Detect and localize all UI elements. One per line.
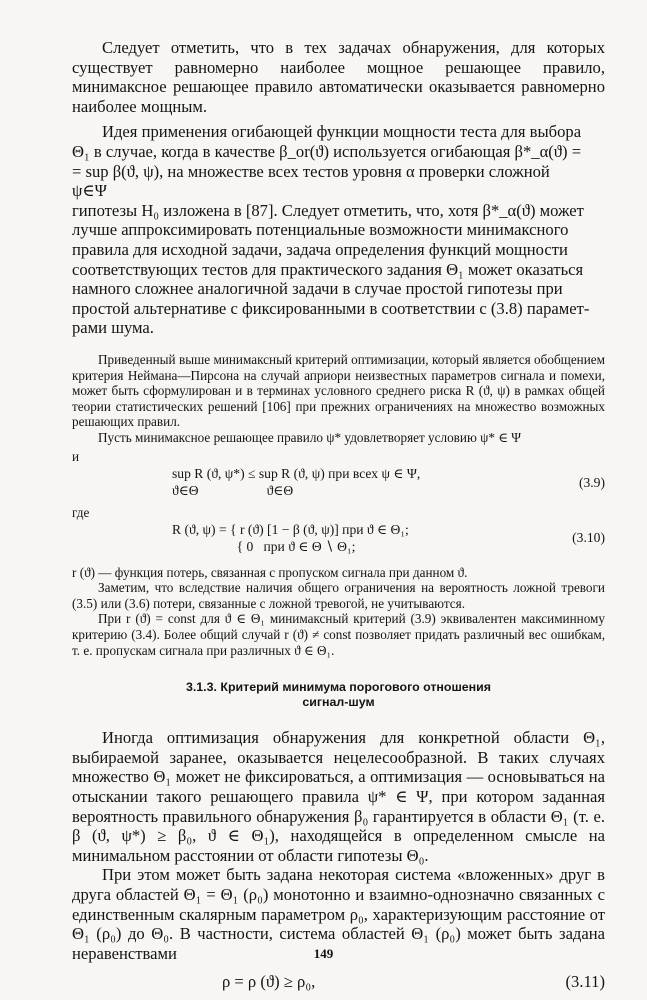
section-heading: 3.1.3. Критерий минимума порогового отношения сигнал-шум: [185, 680, 492, 710]
equation-3-10-body: R (ϑ, ψ) = { r (ϑ) [1 − β (ϑ, ψ)] при ϑ ∈ Θ₁; { 0 при ϑ ∈ Θ ∖ Θ₁;: [172, 521, 409, 554]
equation-3-10: [72, 521, 605, 555]
equation-3-11-number: (3.11): [565, 972, 605, 992]
small-paragraph-5: При r (ϑ) = const для ϑ ∈ Θ₁ минимаксный критерий (3.9) эквивалентен максиминному критерию (3.4). Более общий случай r (ϑ) ≠ const позволяет придать различный вес ошибкам, т. е. пропускам сигнала при различных ϑ ∈ Θ₁.: [72, 611, 605, 658]
small-paragraph-2: Пусть минимаксное решающее правило ψ* удовлетворяет условию ψ* ∈ Ψ: [98, 429, 522, 445]
equation-3-11: [72, 973, 605, 990]
paragraph-1: Следует отметить, что в тех задачах обнаружения, для которых существует равномерно наиболее мощное решающее правило, минимаксное решающее правило автоматически оказывается равномерно наиболее мощным.: [72, 38, 605, 116]
word-where: где: [72, 505, 90, 521]
equation-3-10-number: (3.10): [572, 530, 605, 546]
small-paragraph-3: r (ϑ) — функция потерь, связанная с пропуском сигнала при данном ϑ.: [72, 564, 468, 580]
paragraph-3: Иногда оптимизация обнаружения для конкретной области Θ₁, выбираемой заранее, оказывается нецелесообразной. В таких случаях множество Θ₁ может не фиксироваться, а оптимизация — основываться на отыскании такого решающего правила ψ* ∈ Ψ, при котором заданная вероятность правильного обнаружения β₀ гарантируется в области Θ₁ (т. е. β (ϑ, ψ*) ≥ β₀, ϑ ∈ Θ₁), находящейся в определенном смысле на минимальном расстоянии от области гипотезы Θ₀.: [72, 728, 605, 865]
paragraph-4: При этом может быть задана некоторая система «вложенных» друг в друга областей Θ₁ = Θ₁ (ρ₀) монотонно и взаимно-однозначно связанных с единственным скалярным параметром ρ₀, характеризующим расстояние от Θ₁ (ρ₀) до Θ₀. В частности, система областей Θ₁ (ρ₀) может быть задана неравенствами: [72, 865, 605, 963]
equation-3-9: [72, 465, 605, 499]
word-and: и: [72, 449, 80, 465]
small-paragraph-1: Приведенный выше минимаксный критерий оптимизации, который является обобщением критерия Неймана—Пирсона на случай априори неизвестных параметров сигнала и помехи, может быть сформулирован и в терминах условного среднего риска R (ϑ, ψ) в рамках общей теории статистических решений [106] при прежних ограничениях на множество возможных решающих правил.: [72, 351, 605, 430]
small-paragraph-4: Заметим, что вследствие наличия общего ограничения на вероятность ложной тревоги (3.5) или (3.6) потери, связанные с ложной тревогой, не учитываются.: [72, 580, 605, 611]
equation-3-11-body: ρ = ρ (ϑ) ≥ ρ₀,: [222, 972, 316, 992]
paragraph-2: Идея применения огибающей функции мощности теста для выбора Θ₁ в случае, когда в качестве β_or(ϑ) используется огибающая β*_α(ϑ) = = sup β(ϑ, ψ), на множестве всех тестов уровня α проверки сложной ψ∈Ψ гипотезы H₀ изложена в [87]. Следует отметить, что, хотя β*_α(ϑ) может лучше аппроксимировать потенциальные возможности минимаксного правила для исходной задачи, задача определения функций мощности соответствующих тестов для практического задания Θ₁ может оказаться намного сложнее аналогичной задачи в случае простой гипотезы при простой альтернативе с фиксированными в соответствии с (3.8) парамет- рами шума.: [72, 122, 590, 338]
equation-3-9-body: sup R (ϑ, ψ*) ≤ sup R (ϑ, ψ) при всех ψ ∈ Ψ, ϑ∈Θ ϑ∈Θ: [172, 466, 421, 499]
equation-3-9-number: (3.9): [578, 474, 605, 490]
page-body: [72, 38, 605, 990]
page-number: 149: [313, 946, 334, 961]
